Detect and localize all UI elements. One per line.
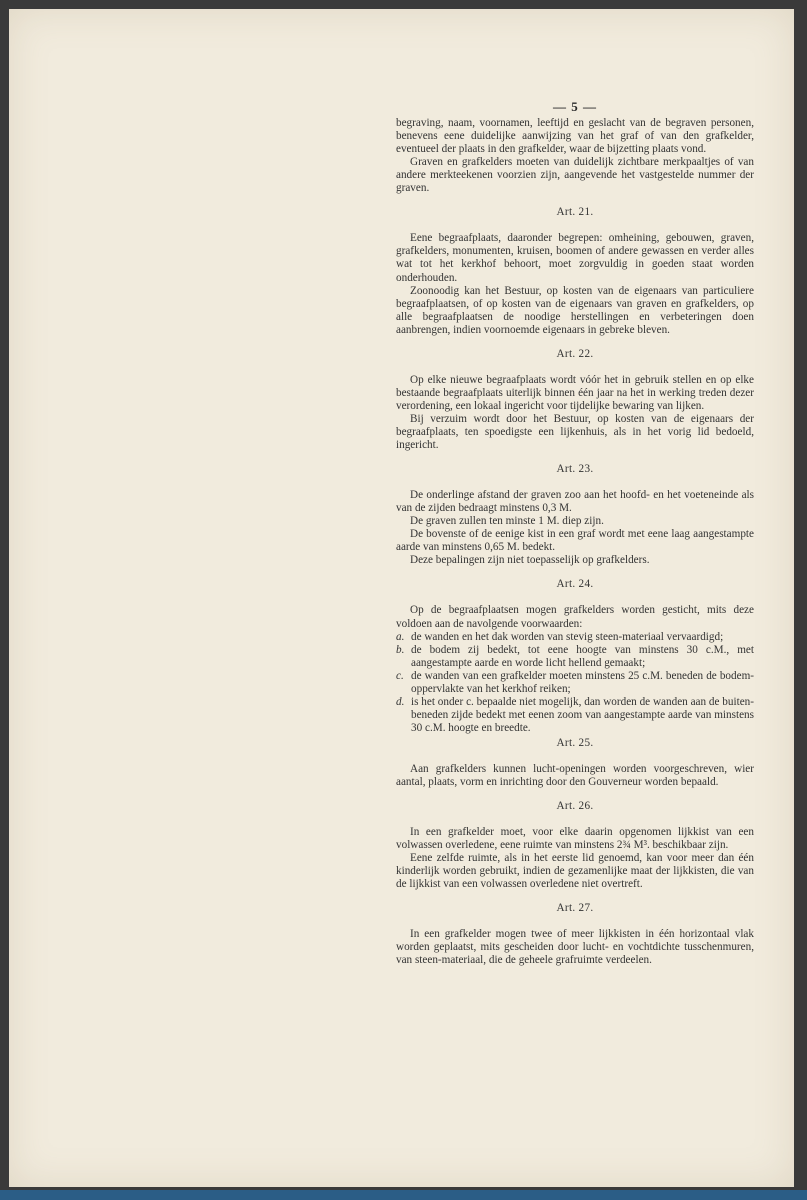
paragraph: Deze bepalingen zijn niet toepasselijk op grafkelders. <box>410 554 650 567</box>
paragraph: In een grafkelder mogen twee of meer lijkkisten in één horizontaal vlak worden geplaatst, mits gescheiden door lucht- en vochtdichte tusschenmuren, van steen-materiaal, die de geheele grafruimte verdeelen. <box>396 928 754 967</box>
paragraph: Eene begraafplaats, daaronder begrepen: omheining, gebouwen, graven, grafkelders, monumenten, kruisen, boomen of andere gewassen en verder alles wat tot het kerkhof behoort, moet zorgvuldig in goeden staat worden onderhouden. <box>396 232 754 284</box>
article-heading-21: Art. 21. <box>556 206 594 219</box>
list-item <box>396 644 754 670</box>
list-item-text: de bodem zij bedekt, tot eene hoogte van minstens 30 c.M., met aangestampte aarde en worde licht hellend gemaakt; <box>411 643 754 669</box>
list-marker: a. <box>396 630 405 643</box>
article-heading-25: Art. 25. <box>556 736 594 749</box>
paragraph: Bij verzuim wordt door het Bestuur, op kosten van de eigenaars der begraafplaats, ten spoedigste een lijkenhuis, als in het vorig lid bedoeld, ingericht. <box>396 412 754 452</box>
paragraph: Eene zelfde ruimte, als in het eerste lid genoemd, kan voor meer dan één kinderlijk worden gebruikt, indien de gezamenlijke maat der lijkkisten, die van de lijkkist van een volwassen overledene niet overtreft. <box>396 852 754 891</box>
paragraph: Aan grafkelders kunnen lucht-openingen worden voorgeschreven, wier aantal, plaats, vorm en inrichting door den Gouverneur worden bepaald. <box>396 762 754 789</box>
paragraph: Op elke nieuwe begraafplaats wordt vóór het in gebruik stellen en op elke bestaande begraafplaats uiterlijk binnen één jaar na het in werking treden dezer verordening, een lokaal ingericht voor tijdelijke bewaring van lijken. <box>396 373 754 412</box>
article-heading-24: Art. 24. <box>556 578 594 591</box>
list-item-text: is het onder c. bepaalde niet mogelijk, dan worden de wanden aan de buiten-beneden zijde bedekt met eenen zoom van aangestampte aarde van minstens 30 c.M. hoogte en breedte. <box>411 695 754 734</box>
list-marker: d. <box>396 695 405 708</box>
paragraph: De graven zullen ten minste 1 M. diep zijn. <box>410 515 604 528</box>
list-item <box>396 631 754 644</box>
text-column <box>396 100 754 968</box>
article-heading-27: Art. 27. <box>556 902 594 915</box>
list-item <box>396 696 754 735</box>
paragraph-continued: begraving, naam, voornamen, leeftijd en geslacht van de begraven personen, benevens eene duidelijke aanwijzing van het graf of van den grafkelder, eventueel der plaats in den grafkelder, waar de bijzetting plaats vond. <box>396 117 754 156</box>
paragraph: Op de begraafplaatsen mogen grafkelders worden gesticht, mits deze voldoen aan de navolgende voorwaarden: <box>396 604 754 630</box>
article-heading-26: Art. 26. <box>556 800 594 813</box>
paragraph: In een grafkelder moet, voor elke daarin opgenomen lijkkist van een volwassen overledene, eene ruimte van minstens 2¾ M³. beschikbaar zijn. <box>396 826 754 852</box>
article-heading-23: Art. 23. <box>556 463 594 476</box>
paragraph: Graven en grafkelders moeten van duidelijk zichtbare merkpaaltjes of van andere merkteekenen voorzien zijn, aangevende het vastgestelde nummer der graven. <box>396 156 754 195</box>
paragraph: Zoonoodig kan het Bestuur, op kosten van de eigenaars van particuliere begraafplaatsen, of op kosten van de eigenaars van graven en grafkelders, op alle begraafplaatsen de noodige herstellingen en verbeteringen doen aanbrengen, indien voornoemde eigenaars in gebreke bleven. <box>396 284 754 336</box>
article-heading-22: Art. 22. <box>556 347 594 360</box>
page-number: — 5 — <box>553 99 597 114</box>
list-item-text: de wanden en het dak worden van stevig steen-materiaal vervaardigd; <box>411 630 724 643</box>
paragraph: De bovenste of de eenige kist in een graf wordt met eene laag aangestampte aarde van minstens 0,65 M. bedekt. <box>396 528 754 554</box>
scanner-background-edge <box>0 1190 807 1200</box>
list-marker: b. <box>396 643 405 656</box>
paragraph: De onderlinge afstand der graven zoo aan het hoofd- en het voeteneinde als van de zijden bedraagt minstens 0,3 M. <box>396 489 754 515</box>
list-item-text: de wanden van een grafkelder moeten minstens 25 c.M. beneden de bodem-oppervlakte van het kerkhof reiken; <box>411 669 754 695</box>
list-marker: c. <box>396 669 404 682</box>
list-item <box>396 670 754 696</box>
